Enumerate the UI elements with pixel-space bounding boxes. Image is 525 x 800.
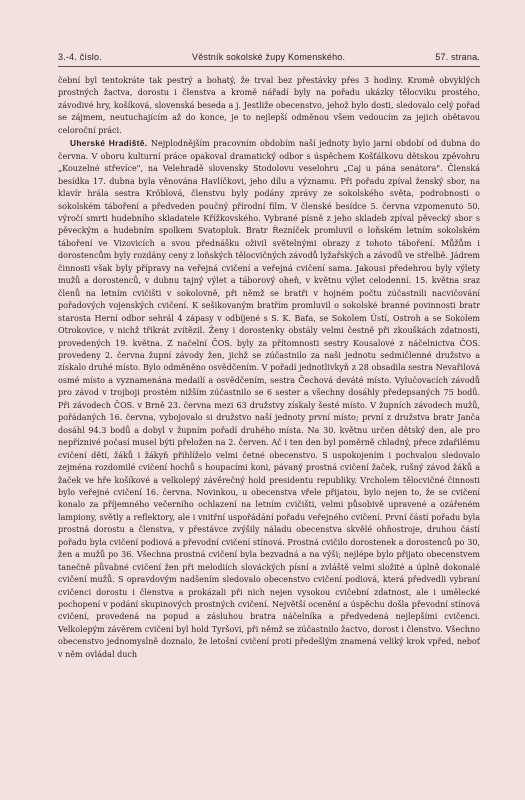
running-header (58, 52, 480, 62)
paragraph-uherske-hradiste (58, 137, 480, 661)
paragraph-continuation (58, 75, 480, 137)
article-body (58, 75, 480, 661)
paragraph-text: Nejplodnějším pracovním obdobím naší jednoty bylo jarní období od dubna do června. V oboru kulturní práce opakoval dramatický odbor s úspěchem Košťálkovu dětskou zpěvohru „Kouzelné střevíce", na Velehradě slovensky Stodolovu veselohru „Caj u pána senátora". Členská besídka 17. dubna byla věnována Havlíčkovi, jeho dílu a významu. Při pořadu zpíval ženský sbor, na klavír hrála sestra Kröblová, členstvu byly podány zprávy ze sokolského světa, podrobnosti o sokolském táboření a předveden poučný přírodní film. V členské besídce 5. června vzpomenuto 50. výročí smrti hudebního skladatele Křížkovského. Vybrané písně z jeho skladeb zpíval pěvecký sbor s pěveckým a hudebním spolkem Svatopluk. Bratr Řezníček promluvil o loňském letním sokolském táboření ve Vizovicích a svou přednášku oživil světelnými obrazy z tohoto táboření. Můžům i dorostencům byly rozdány ceny z loňských tělocvičných závodů lyžařských a závodů ve střelbě. Jádrem činnosti však byly přípravy na veřejná cvičení a veřejná cvičení sama. Jakousi předehrou byly výlety mužů a dorostenců, v dubnu tajný výlet a táborový oheň, v květnu výlet celodenní. 15. května sraz členů na letním cvičišti v sokolovně, při němž se bratři v hojném počtu zúčastnili nacvičování pořadových vojenských cvičení. K sešikovaným bratřím promluvil o sokolské branné povinnosti bratr starosta Herní odbor sehrál 4 zápasy v odbíjené s S. K. Baťa, se Sokolem Ústí, Ostroh a se Sokolem Otrokovice, v nichž třikrát zvítězil. Ženy i dorostenky obstály velmi čestně při zkouškách zdatnosti, provedených 19. května. Z načelní ČOS. byly za přítomnosti sestry Kousalové z náčelnictva ČOS. provedeny 2. června župní závody žen, jichž se zúčastnilo za naši jednotu sedmičlenné družstvo a získalo druhé místo. Bylo odměněno osvědčením. V pořadí jednotlivkyň z 28 obsadila sestra Nevařilová osmé místo a vyznamenána medailí a osvědčením, sestra Čechová deváté místo. Vylučovacích závodů pro závod v trojboji prostém nižším zúčastnilo se 6 sester a všechny dosáhly předepsaných 75 bodů. Při závodech ČOS. v Brně 23. června mezi 63 družstvy získaly šesté místo. V župních závodech mužů, pořádaných 16. června, vybojovalo si družstvo naší jednoty první místo; první z družstva bratr Janča dosáhl 94.3 bodů a dobyl v župním pořadí druhého místa. Na 30. květnu určen dětský den, ale pro nepříznivé počasí musel býti přeložen na 2. červen. Ač i ten den byl poměrně chladný, přece zdařilému cvičení dětí, žáků i žákyň přihlíželo velmi četné obecenstvo. S uspokojením i pochvalou sledovalo zejména rozdomilé cvičení hochů s houpacími koni, pávaný prostná cvičení žaček, rušný závod žáků a žaček ve hře košíkové a velkolepý závěrečný hold presidentu republiky. Vrcholem tělocvičné činnosti bylo veřejné cvičení 16. června. Novinkou, u obecenstva vřele přijatou, bylo nejen to, že se cvičení konalo za příjemného večerního ochlazení na letním cvičišti, velmi působivě upravené a ozářeném lampiony, světly a reflektory, ale i vnitřní uspořádání pořadu veřejného cvičení. První částí pořadu byla prostná dorostu a členstva, v přestávce zvýšily náladu obecenstva skvělé ohňostroje, druhou částí pořadu byla cvičení podiová a převodní cvičení stínová. Prostná cvičilo dorostenek a dorostenců po 30, žen a mužů po 36. Všechna prostná cvičení byla bezvadná a na výši; nejlépe bylo přijato obecenstvem tanečně půvabné cvičení žen při melodiích slováckých písní a zvláště velmi složité a úplně dokonalé cvičení mužů. S opravdovým nadšením sledovalo obecenstvo cvičení podiová, která předvedli vybraní cvičenci dorostu i členstva a prokázali při nich nejen vysokou cvičební zdatnost, ale i umělecké pochopení v podání skupinových prostných cvičení. Největší ocenění a úspěchu došla převodní stínová cvičení, provedená na popud a zásluhou bratra náčelníka a předvedená nejlepšími cvičenci. Velkolepým závěrem cvičení byl hold Tyršovi, při němž se zúčastnilo žactvo, dorost i členstvo. Všechno obecenstvo jednomyslně doznalo, že letošní cvičení proti předešlým znamená veliký krok vpřed, neboť v něm ovládal duch (58, 139, 480, 659)
section-heading: Uherské Hradiště. (70, 138, 148, 149)
journal-title: Věstník sokolské župy Komenského. (192, 52, 346, 62)
header-rule (58, 66, 480, 67)
page-number: 57. strana. (435, 52, 480, 62)
paragraph-text: čební byl tentokráte tak pestrý a bohatý, že trval bez přestávky přes 3 hodiny. Kromě obvyklých prostných žactva, dorostu i členstva a kromě nářadí byly na pořadu ukázky tělocviku prostého, závodivé hry, košíková, slovenská beseda a j. Jestliže obecenstvo, jehož bylo dosti, sledovalo celý pořad se zájmem, neutuchajícím až do konce, je to nejlepší odměnou všem vedoucím za jejich obětavou celoroční práci. (58, 76, 480, 135)
issue-number: 3.-4. číslo. (58, 52, 102, 62)
